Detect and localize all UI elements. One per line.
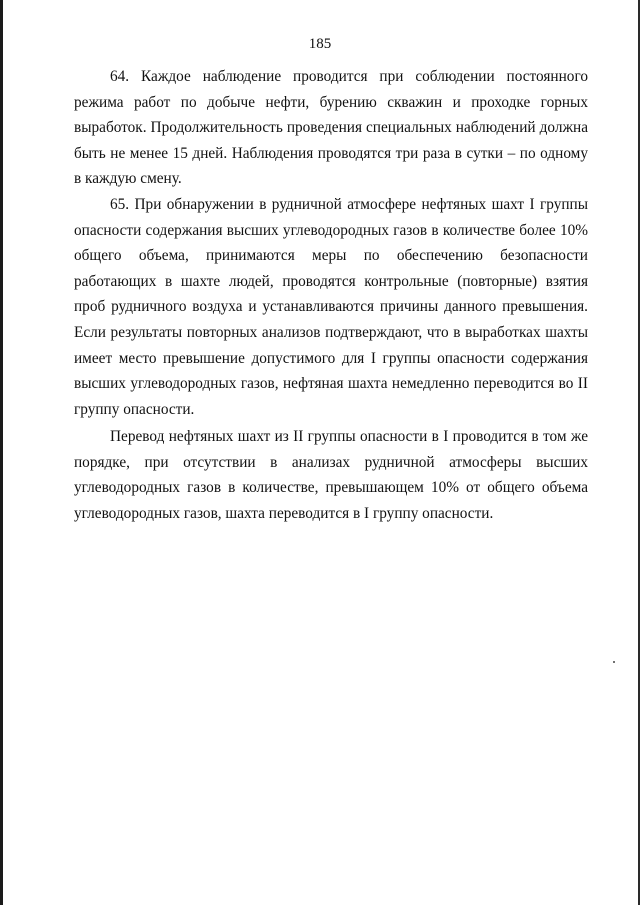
paragraph-text: Перевод нефтяных шахт из II группы опасности в I проводится в том же порядке, при отсутствии в анализах рудничной атмосферы высших углеводородных газов в количестве, превышающем 10% от общего объема углеводородных газов, шахта переводится в I группу опасности. xyxy=(74,428,588,522)
page-number: 185 xyxy=(308,36,332,52)
paragraph-text: 64. Каждое наблюдение проводится при соблюдении постоянного режима работ по добыче нефти, бурению скважин и проходке горных выработок. Продолжительность проведения специальных наблюдений должна быть не менее 15 дней. Наблюдения проводятся три раза в сутки – по одному в каждую смену. xyxy=(74,68,588,188)
scan-edge-left xyxy=(0,0,3,905)
paragraph-65 xyxy=(74,192,588,422)
paragraph-text: 65. При обнаружении в рудничной атмосфере нефтяных шахт I группы опасности содержания высших углеводородных газов в количестве более 10% общего объема, принимаются меры по обеспечению безопасности работающих в шахте людей, проводятся контрольные (повторные) взятия проб рудничного воздуха и устанавливаются причины данного превышения. Если результаты повторных анализов подтверждают, что в выработках шахты имеет место превышение допустимого для I группы опасности содержания высших углеводородных газов, нефтяная шахта немедленно переводится во II группу опасности. xyxy=(74,196,588,418)
paragraph-64 xyxy=(74,64,588,192)
paragraph-transfer xyxy=(74,424,588,526)
scan-speck xyxy=(613,661,615,663)
